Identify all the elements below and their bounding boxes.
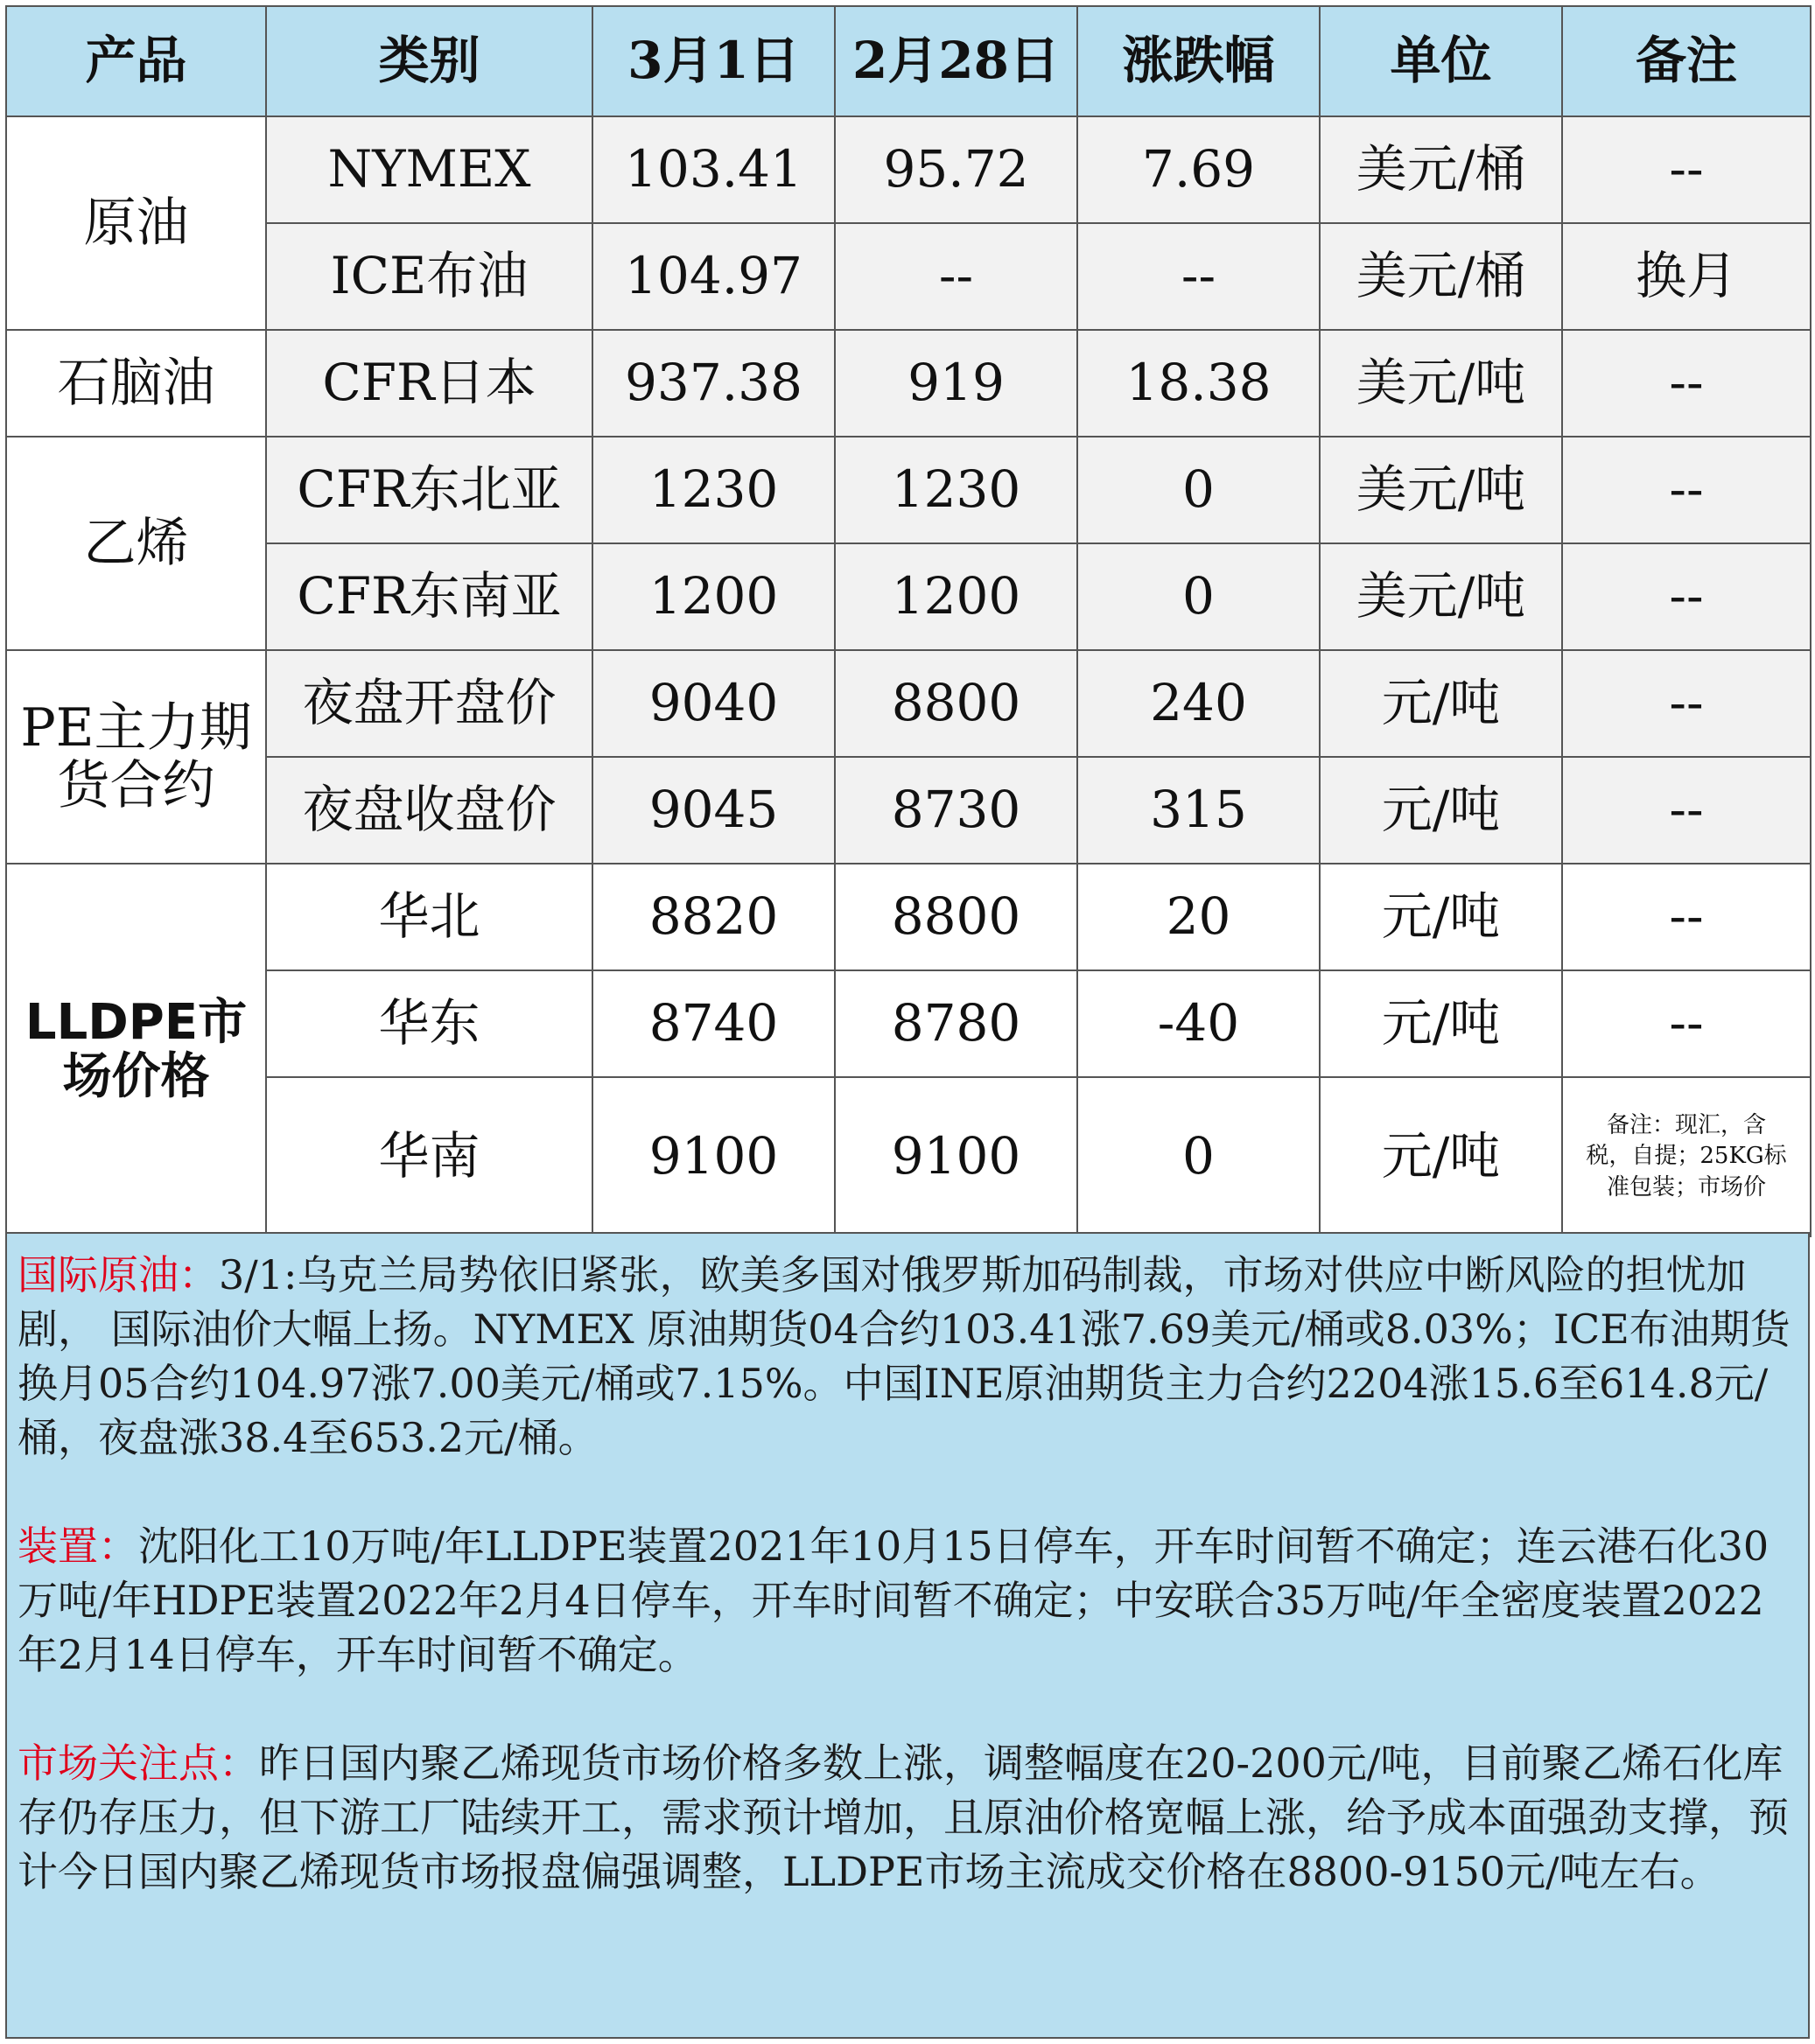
- category-cell: 华南: [266, 1077, 592, 1236]
- mar1-cell: 8740: [592, 970, 835, 1077]
- category-cell: CFR东南亚: [266, 543, 592, 650]
- remark-cell: --: [1562, 543, 1811, 650]
- feb28-cell: 95.72: [835, 116, 1077, 223]
- feb28-cell: 8800: [835, 864, 1077, 970]
- table-row: [6, 864, 1811, 970]
- remark-cell: --: [1562, 116, 1811, 223]
- header-product: 产品: [6, 6, 266, 116]
- market-commentary-label: 市场关注点：: [18, 1740, 259, 1787]
- mar1-cell: 1230: [592, 437, 835, 543]
- unit-cell: 元/吨: [1320, 864, 1562, 970]
- unit-cell: 美元/吨: [1320, 330, 1562, 437]
- change-cell: 0: [1077, 437, 1320, 543]
- unit-cell: 美元/吨: [1320, 437, 1562, 543]
- feb28-cell: 1230: [835, 437, 1077, 543]
- change-cell: -40: [1077, 970, 1320, 1077]
- table-row: [6, 437, 1811, 543]
- unit-cell: 元/吨: [1320, 970, 1562, 1077]
- change-cell: 7.69: [1077, 116, 1320, 223]
- table-row: [6, 330, 1811, 437]
- feb28-cell: --: [835, 223, 1077, 330]
- unit-cell: 美元/吨: [1320, 543, 1562, 650]
- header-remark: 备注: [1562, 6, 1811, 116]
- product-crude: 原油: [6, 116, 266, 330]
- remark-note-line2: 税，自提；25KG标: [1586, 1143, 1787, 1170]
- mar1-cell: 103.41: [592, 116, 835, 223]
- remark-note-line1: 备注：现汇，含: [1606, 1112, 1766, 1139]
- product-lldpe-line1: LLDPE市: [25, 994, 248, 1052]
- table-row: [6, 970, 1811, 1077]
- category-cell: 华东: [266, 970, 592, 1077]
- table-row: [6, 1077, 1811, 1236]
- category-cell: 夜盘开盘价: [266, 650, 592, 757]
- category-cell: 华北: [266, 864, 592, 970]
- remark-cell: --: [1562, 757, 1811, 864]
- crude-commentary-label: 国际原油：: [18, 1251, 219, 1298]
- feb28-cell: 919: [835, 330, 1077, 437]
- change-cell: --: [1077, 223, 1320, 330]
- change-cell: 315: [1077, 757, 1320, 864]
- remark-cell: --: [1562, 864, 1811, 970]
- remark-cell: --: [1562, 437, 1811, 543]
- market-commentary: [18, 1736, 1797, 1899]
- product-lldpe-line2: 场价格: [62, 1048, 210, 1105]
- mar1-cell: 8820: [592, 864, 835, 970]
- table-row: [6, 543, 1811, 650]
- change-cell: 18.38: [1077, 330, 1320, 437]
- header-row: [6, 6, 1811, 116]
- unit-cell: 美元/桶: [1320, 116, 1562, 223]
- mar1-cell: 9040: [592, 650, 835, 757]
- market-commentary-text: 昨日国内聚乙烯现货市场价格多数上涨，调整幅度在20-200元/吨，目前聚乙烯石化库存仍存压力，但下游工厂陆续开工，需求预计增加，且原油价格宽幅上涨，给予成本面强劲支撑，预计今日国内聚乙烯现货市场报盘偏强调整，LLDPE市场主流成交价格在8800-9150元/吨左右。: [18, 1740, 1789, 1895]
- price-table: [5, 5, 1811, 1237]
- change-cell: 0: [1077, 1077, 1320, 1236]
- crude-commentary-text: 3/1:乌克兰局势依旧紧张，欧美多国对俄罗斯加码制裁，市场对供应中断风险的担忧加剧， 国际油价大幅上扬。NYMEX 原油期货04合约103.41涨7.69美元/桶或8.03%；ICE布油期货换月05合约104.97涨7.00美元/桶或7.15%。中国INE原油期货主力合约2204涨15.6至614.8元/桶，夜盘涨38.4至653.2元/桶。: [18, 1251, 1790, 1461]
- mar1-cell: 937.38: [592, 330, 835, 437]
- plants-commentary-text: 沈阳化工10万吨/年LLDPE装置2021年10月15日停车，开车时间暂不确定；连云港石化30万吨/年HDPE装置2022年2月4日停车，开车时间暂不确定；中安联合35万吨/年全密度装置2022年2月14日停车，开车时间暂不确定。: [18, 1522, 1769, 1678]
- plants-commentary: [18, 1519, 1797, 1682]
- category-cell: NYMEX: [266, 116, 592, 223]
- change-cell: 20: [1077, 864, 1320, 970]
- commentary-panel: [5, 1232, 1810, 2039]
- feb28-cell: 8730: [835, 757, 1077, 864]
- remark-cell: --: [1562, 650, 1811, 757]
- remark-cell: 换月: [1562, 223, 1811, 330]
- product-pe-futures: [6, 650, 266, 864]
- header-unit: 单位: [1320, 6, 1562, 116]
- plants-commentary-label: 装置：: [18, 1522, 138, 1570]
- unit-cell: 元/吨: [1320, 757, 1562, 864]
- change-cell: 0: [1077, 543, 1320, 650]
- feb28-cell: 9100: [835, 1077, 1077, 1236]
- category-cell: 夜盘收盘价: [266, 757, 592, 864]
- feb28-cell: 8800: [835, 650, 1077, 757]
- category-cell: CFR日本: [266, 330, 592, 437]
- category-cell: ICE布油: [266, 223, 592, 330]
- feb28-cell: 1200: [835, 543, 1077, 650]
- remark-note-line3: 准包装；市场价: [1606, 1173, 1766, 1200]
- product-lldpe: [6, 864, 266, 1236]
- table-row: [6, 223, 1811, 330]
- product-pe-futures-line1: PE主力期: [20, 697, 252, 759]
- mar1-cell: 104.97: [592, 223, 835, 330]
- unit-cell: 元/吨: [1320, 1077, 1562, 1236]
- product-ethylene: 乙烯: [6, 437, 266, 650]
- mar1-cell: 9100: [592, 1077, 835, 1236]
- change-cell: 240: [1077, 650, 1320, 757]
- remark-cell: --: [1562, 970, 1811, 1077]
- unit-cell: 美元/桶: [1320, 223, 1562, 330]
- table-row: [6, 650, 1811, 757]
- unit-cell: 元/吨: [1320, 650, 1562, 757]
- product-naphtha: 石脑油: [6, 330, 266, 437]
- feb28-cell: 8780: [835, 970, 1077, 1077]
- remark-note-cell: [1562, 1077, 1811, 1236]
- table-row: [6, 116, 1811, 223]
- crude-commentary: [18, 1248, 1797, 1465]
- header-mar1: 3月1日: [592, 6, 835, 116]
- mar1-cell: 9045: [592, 757, 835, 864]
- remark-cell: --: [1562, 330, 1811, 437]
- mar1-cell: 1200: [592, 543, 835, 650]
- table-row: [6, 757, 1811, 864]
- category-cell: CFR东北亚: [266, 437, 592, 543]
- header-feb28: 2月28日: [835, 6, 1077, 116]
- header-category: 类别: [266, 6, 592, 116]
- header-change: 涨跌幅: [1077, 6, 1320, 116]
- product-pe-futures-line2: 货合约: [57, 755, 215, 816]
